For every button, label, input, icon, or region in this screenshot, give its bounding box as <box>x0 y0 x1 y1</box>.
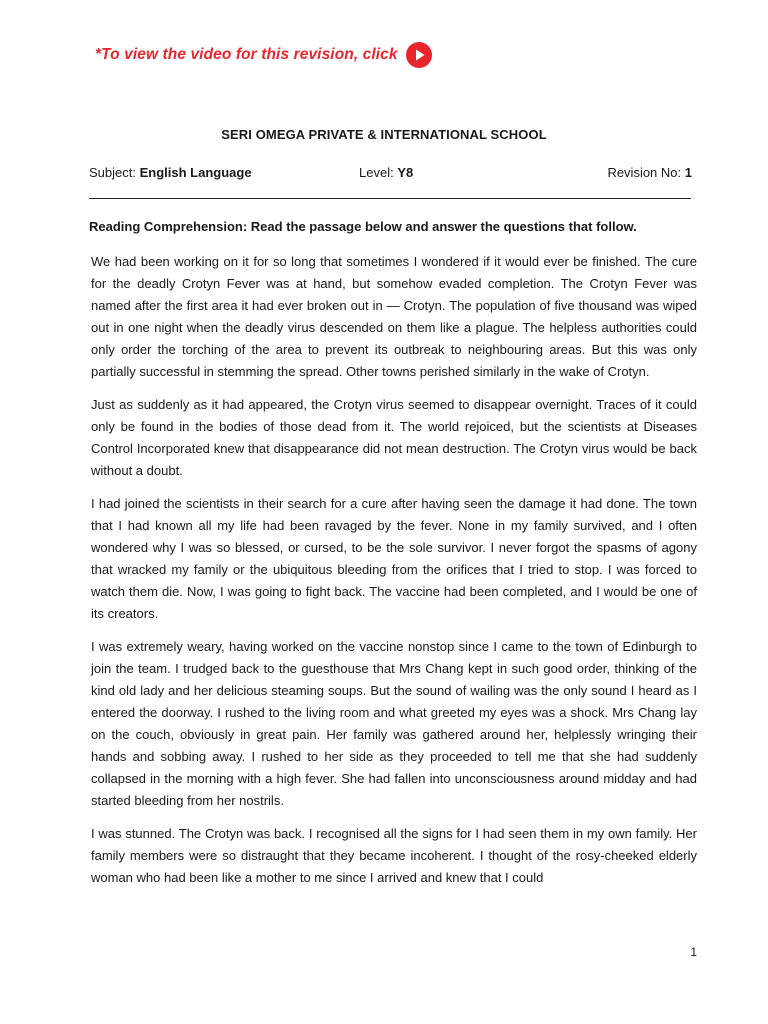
passage-paragraph: Just as suddenly as it had appeared, the Crotyn virus seemed to disappear overnight. Traces of it could only be found in the bodies of those dead from it. The world rejoiced, but the scientists at Diseases Control Incorporated knew that disappearance did not mean destruction. The Crotyn virus would be back without a doubt. <box>91 397 697 478</box>
revision-label: Revision No: <box>607 165 682 180</box>
revision-info <box>607 165 692 180</box>
level-info <box>359 165 413 180</box>
passage-paragraph: I had joined the scientists in their search for a cure after having seen the damage it had done. The town that I had known all my life had been ravaged by the fever. None in my family survived, and I often wondered why I was so blessed, or cursed, to be the sole survivor. I never forgot the spasms of agony that wracked my family or the ubiquitous bleeding from the orifices that I tried to stop. I was forced to watch them die. Now, I was going to fight back. The vaccine had been completed, and I would be one of its creators. <box>91 496 697 621</box>
video-link[interactable] <box>95 42 432 68</box>
instruction-heading: Reading Comprehension: Read the passage below and answer the questions that follow. <box>89 219 637 234</box>
subject-info <box>89 165 252 180</box>
play-button-icon[interactable] <box>406 42 432 68</box>
passage-paragraph: I was extremely weary, having worked on the vaccine nonstop since I came to the town of Edinburgh to join the team. I trudged back to the guesthouse that Mrs Chang kept in such good order, thinking of the kind old lady and her delicious steaming soups. But the sound of wailing was the only sound I heard as I entered the doorway. I rushed to the living room and what greeted my eyes was a shock. Mrs Chang lay on the couch, obviously in great pain. Her family was gathered around her, helplessly wringing their hands and sobbing away. I rushed to her side as they proceeded to tell me that she had suddenly collapsed in the morning with a high fever. She had fallen into unconsciousness around midday and had started bleeding from her nostrils. <box>91 639 697 808</box>
level-label: Level: <box>359 165 394 180</box>
revision-value: 1 <box>684 165 692 180</box>
reading-passage <box>91 251 697 900</box>
subject-value: English Language <box>139 165 252 180</box>
subject-label: Subject: <box>89 165 136 180</box>
school-name: SERI OMEGA PRIVATE & INTERNATIONAL SCHOOL <box>221 127 547 142</box>
passage-paragraph: I was stunned. The Crotyn was back. I recognised all the signs for I had seen them in my own family. Her family members were so distraught that they became incoherent. I thought of the rosy-cheeked elderly woman who had been like a mother to me since I arrived and knew that I could <box>91 826 697 885</box>
header-divider <box>89 198 691 199</box>
level-value: Y8 <box>397 165 414 180</box>
info-row <box>89 165 692 183</box>
passage-paragraph: We had been working on it for so long that sometimes I wondered if it would ever be finished. The cure for the deadly Crotyn Fever was at hand, but somehow evaded completion. The Crotyn Fever was named after the first area it had ever broken out in — Crotyn. The population of five thousand was wiped out in one night when the deadly virus descended on them like a plague. The helpless authorities could only order the torching of the area to prevent its outbreak to neighbouring areas. But this was only partially successful in stemming the spread. Other towns perished similarly in the wake of Crotyn. <box>91 254 697 379</box>
video-link-text: *To view the video for this revision, click <box>95 46 398 63</box>
page-number: 1 <box>690 945 697 959</box>
